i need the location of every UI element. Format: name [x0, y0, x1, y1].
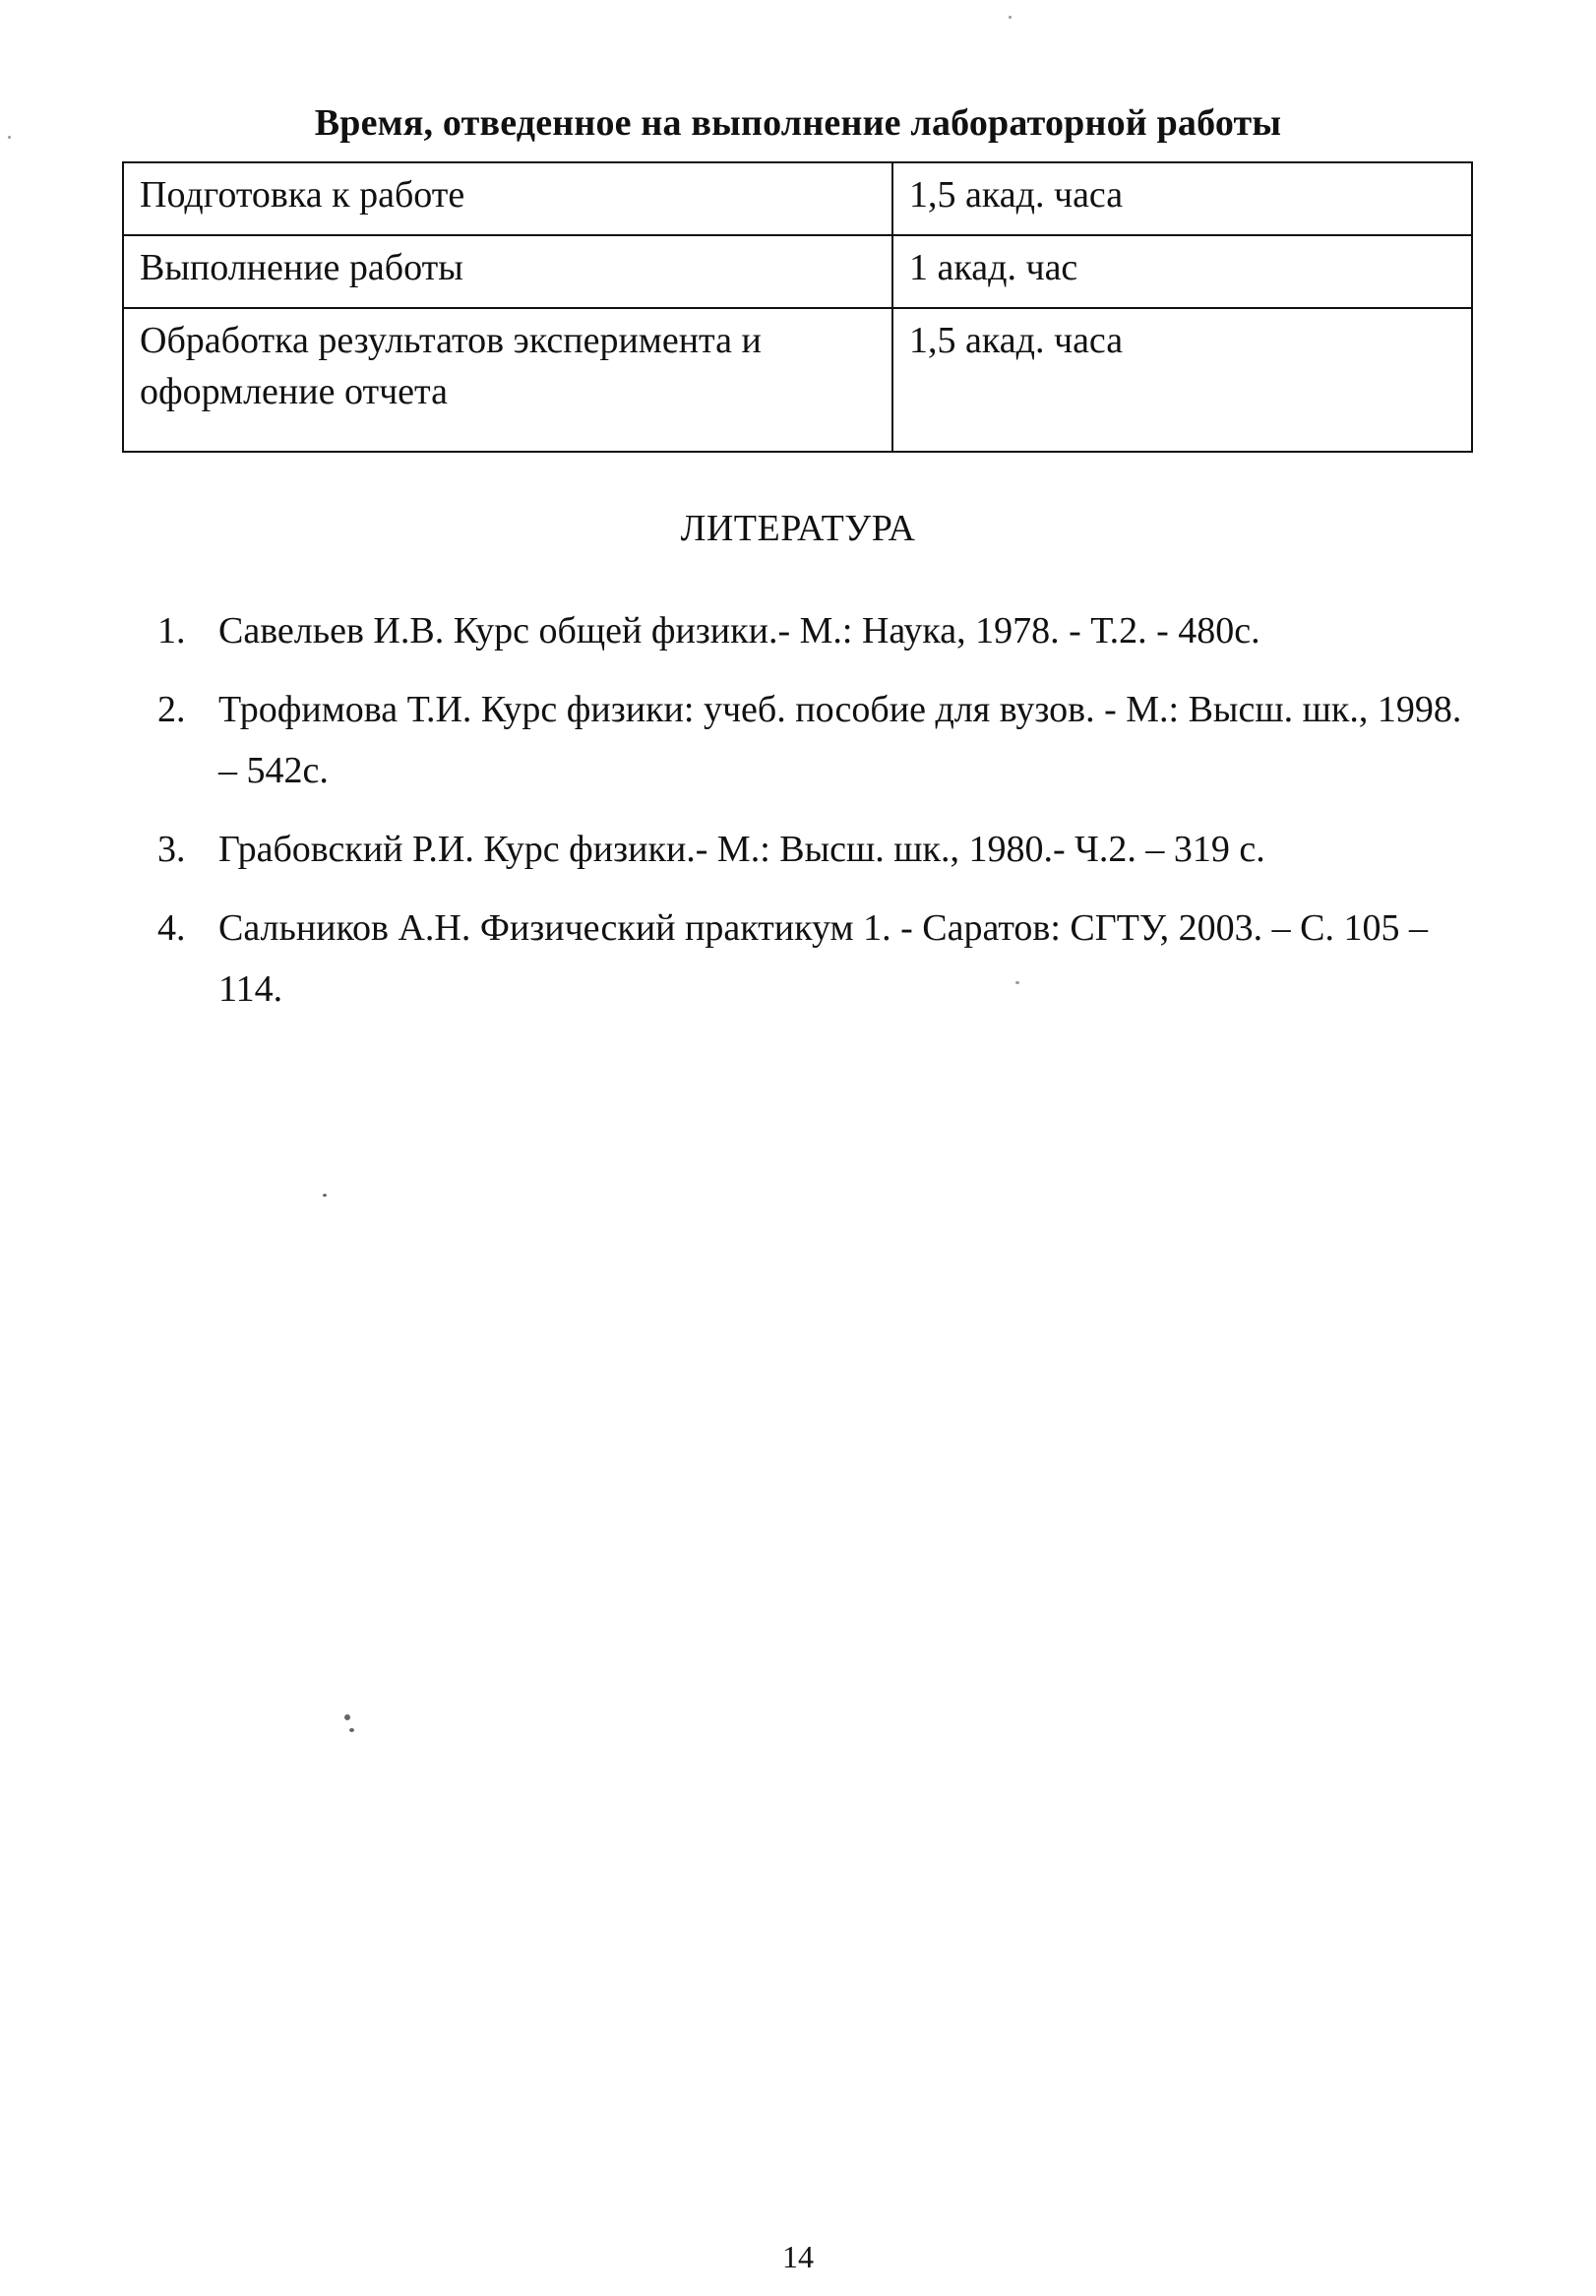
- table-title: Время, отведенное на выполнение лабораторной работы: [314, 102, 1282, 144]
- list-item: [157, 819, 1476, 880]
- table-row: [123, 162, 1472, 235]
- scan-speck: [323, 1194, 327, 1197]
- reference-text: Трофимова Т.И. Курс физики: учеб. пособие для вузов. - М.: Высш. шк., 1998. – 542с.: [218, 689, 1462, 791]
- time-cell: 1,5 акад. часа: [892, 308, 1472, 452]
- time-cell: 1,5 акад. часа: [892, 162, 1472, 235]
- reference-number: 4.: [157, 907, 186, 949]
- scan-speck: [344, 1714, 350, 1720]
- reference-number: 1.: [157, 610, 186, 652]
- page-number: 14: [782, 2239, 814, 2274]
- reference-number: 2.: [157, 689, 186, 730]
- list-item: [157, 679, 1476, 801]
- table-row: [123, 308, 1472, 452]
- time-cell: 1 акад. час: [892, 235, 1472, 308]
- scan-speck: [349, 1728, 354, 1732]
- reference-text: Сальников А.Н. Физический практикум 1. - Саратов: СГТУ, 2003. – С. 105 – 114.: [218, 907, 1429, 1010]
- scan-speck: [1009, 16, 1012, 19]
- time-allocation-table: [122, 161, 1473, 453]
- list-item: [157, 600, 1476, 661]
- task-cell: Обработка результатов эксперимента и оформление отчета: [123, 308, 892, 452]
- table-row: [123, 235, 1472, 308]
- task-cell: Выполнение работы: [123, 235, 892, 308]
- list-item: [157, 898, 1476, 1020]
- reference-text: Грабовский Р.И. Курс физики.- М.: Высш. шк., 1980.- Ч.2. – 319 с.: [218, 829, 1265, 870]
- literature-heading: ЛИТЕРАТУРА: [680, 508, 916, 549]
- scan-speck: [1015, 981, 1019, 984]
- scan-speck: [8, 136, 11, 139]
- reference-text: Савельев И.В. Курс общей физики.- М.: Наука, 1978. - Т.2. - 480с.: [218, 610, 1260, 652]
- reference-list: [157, 600, 1476, 1037]
- task-cell: Подготовка к работе: [123, 162, 892, 235]
- reference-number: 3.: [157, 829, 186, 870]
